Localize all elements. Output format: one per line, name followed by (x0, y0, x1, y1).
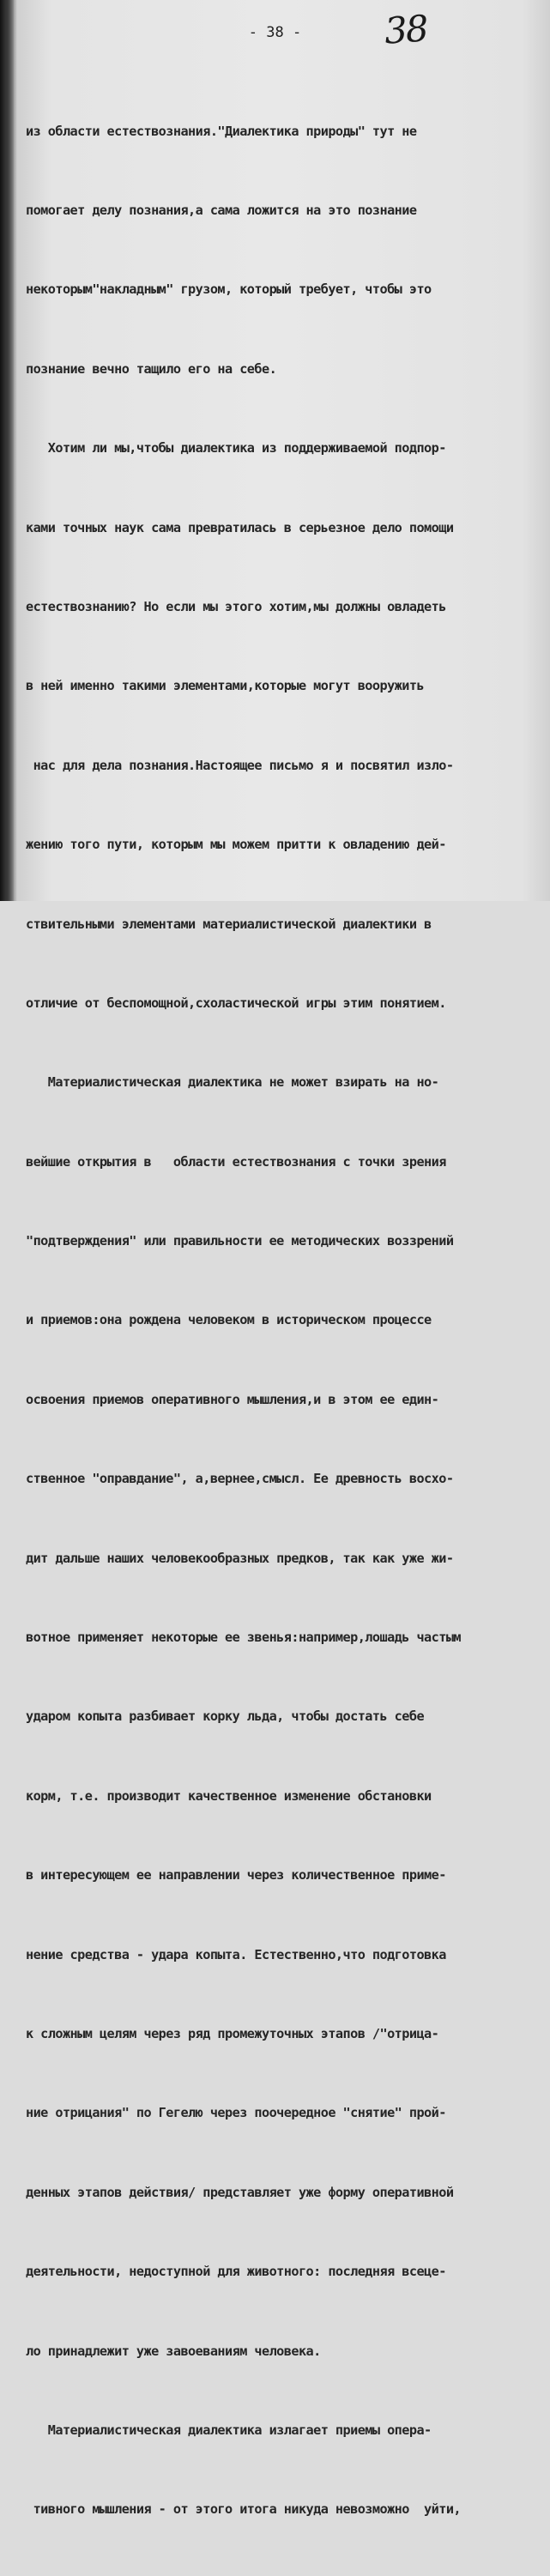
text-line: ственное "оправдание", а,вернее,смысл. Ее древность восхо- (26, 1471, 454, 1487)
text-line: вейшие открытия в области естествознания с точки зрения (26, 1153, 446, 1170)
text-line: "подтверждения" или правильности ее методических воззрений (26, 1233, 454, 1249)
text-line: ние отрицания" по Гегелю через поочередное "снятие" прой- (26, 2105, 446, 2121)
text-line: ло принадлежит уже завоеваниям человека. (26, 2343, 321, 2359)
text-line: ударом копыта разбивает корку льда, чтобы достать себе (26, 1708, 425, 1725)
text-line: познание вечно тащило его на себе. (26, 360, 277, 377)
typewritten-body (26, 65, 546, 2576)
text-line: вотное применяет некоторые ее звенья:например,лошадь частым (26, 1630, 462, 1646)
text-line: Хотим ли мы,чтобы диалектика из поддерживаемой подпор- (26, 440, 446, 457)
text-line: нас для дела познания.Настоящее письмо я и посвятил изло- (26, 757, 454, 773)
text-line: деятельности, недоступной для животного: последняя всеце- (26, 2264, 446, 2280)
text-line: из области естествознания."Диалектика природы" тут не (26, 123, 417, 139)
text-line: Материалистическая диалектика излагает приемы опера- (26, 2422, 432, 2438)
text-line: и приемов:она рождена человеком в историческом процессе (26, 1312, 432, 1328)
text-line: отличие от беспомощной,схоластической игры этим понятием. (26, 995, 446, 1011)
text-line: жению того пути, которым мы можем притти к овладению дей- (26, 837, 446, 853)
handwritten-page-number: 38 (383, 7, 429, 52)
text-line: к сложным целям через ряд промежуточных этапов /"отрица- (26, 2025, 439, 2041)
text-line: ками точных наук сама превратилась в серьезное дело помощи (26, 519, 454, 535)
text-line: денных этапов действия/ представляет уже форму оперативной (26, 2184, 454, 2200)
text-line: ствительными элементами материалистической диалектики в (26, 916, 432, 932)
text-line: тивного мышления - от этого итога никуда невозможно уйти, (26, 2501, 462, 2518)
text-line: естествознанию? Но если мы этого хотим,мы должны овладеть (26, 598, 446, 614)
page-number: - 38 - (248, 24, 302, 41)
text-line: нение средства - удара копыта. Естественно,что подготовка (26, 1946, 446, 1962)
text-line: в ней именно такими элементами,которые могут вооружить (26, 678, 425, 694)
text-line: в интересующем ее направлении через количественное приме- (26, 1867, 446, 1884)
scan-edge-shadow (0, 0, 14, 901)
text-line: освоения приемов оперативного мышления,и в этом ее един- (26, 1391, 439, 1407)
text-line: некоторым"накладным" грузом, который требует, чтобы это (26, 281, 432, 298)
text-line: корм, т.е. производит качественное изменение обстановки (26, 1787, 432, 1804)
text-line: помогает делу познания,а сама ложится на это познание (26, 202, 417, 218)
text-line: дит дальше наших человекообразных предков, так как уже жи- (26, 1550, 454, 1566)
text-line: Материалистическая диалектика не может взирать на но- (26, 1074, 439, 1091)
